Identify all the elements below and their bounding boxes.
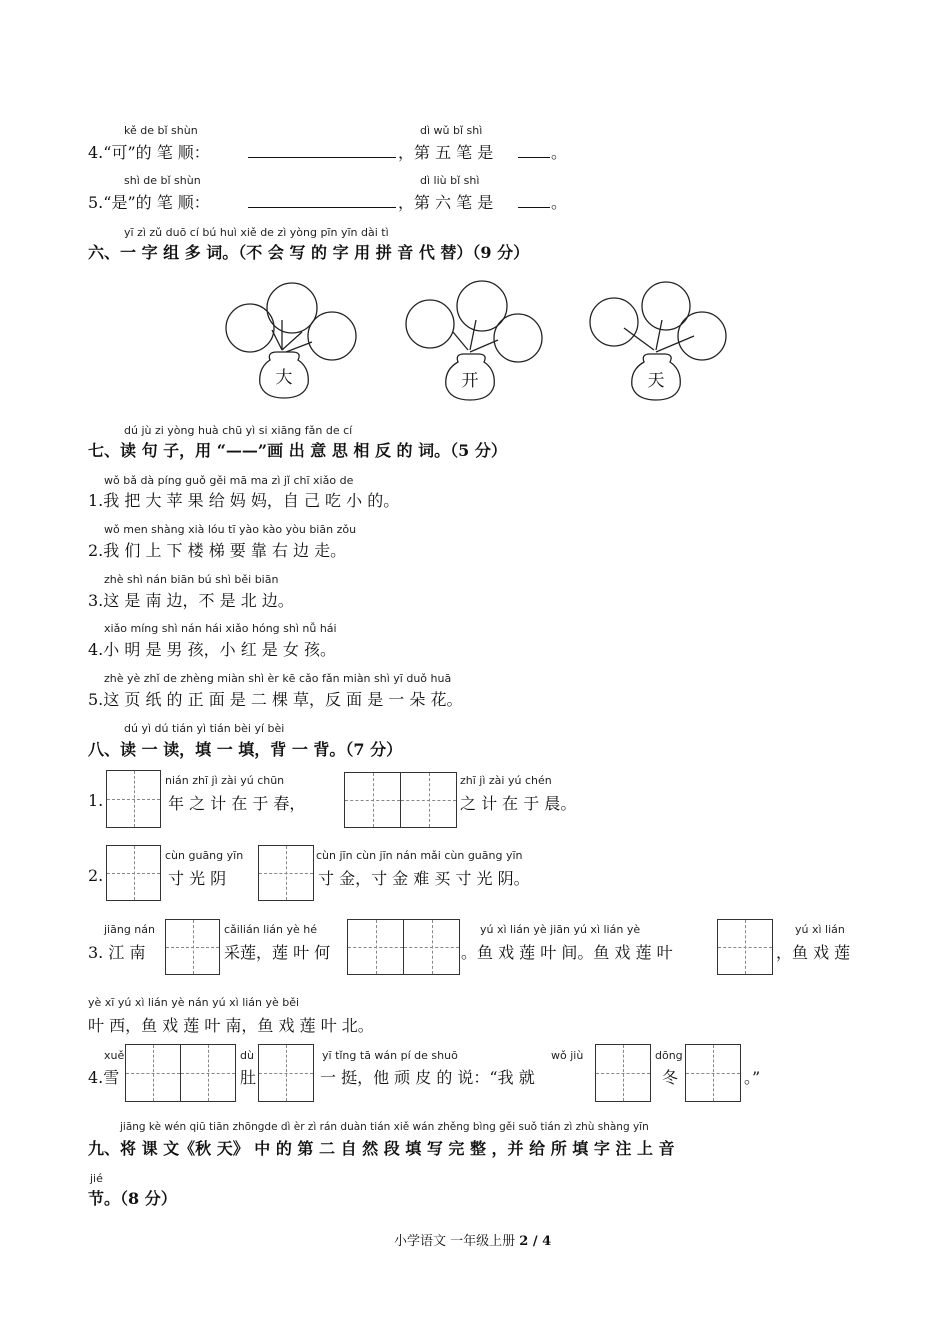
pinyin-line: wǒ men shàng xià lóu tī yào kào yòu biān zǒu — [104, 523, 357, 536]
section-6-title: 六、一 字 组 多 词。（不 会 写 的 字 用 拼 音 代 替）（9 分） — [88, 243, 530, 262]
poem-text: ，鱼 戏 莲 — [776, 943, 851, 962]
pinyin-line: dú jù zi yòng huà chū yì si xiāng fǎn de cí — [124, 424, 353, 437]
section-9-title-cont: 节。（8 分） — [88, 1189, 177, 1208]
tianzige-box[interactable] — [685, 1044, 741, 1102]
sentence: 5.这 页 纸 的 正 面 是 二 棵 草，反 面 是 一 朵 花。 — [88, 690, 463, 709]
poem-text: 。鱼 戏 莲 叶 间。鱼 戏 莲 叶 — [461, 943, 673, 962]
pinyin-line: cùn jīn cùn jīn nán mǎi cùn guāng yīn — [316, 849, 523, 862]
sentence: 4.小 明 是 男 孩，小 红 是 女 孩。 — [88, 640, 336, 659]
poem-text: 年 之 计 在 于 春， — [168, 794, 306, 813]
tianzige-box[interactable] — [258, 845, 314, 901]
tianzige-box[interactable] — [180, 1044, 236, 1102]
pinyin-line: zhī jì zài yú chén — [460, 774, 552, 787]
tianzige-box[interactable] — [258, 1044, 314, 1102]
poem-text: 一 挺，他 顽 皮 的 说：“我 就 — [320, 1068, 535, 1087]
answer-blank[interactable] — [248, 207, 396, 208]
tianzige-box[interactable] — [125, 1044, 181, 1102]
sentence: 2.我 们 上 下 楼 梯 要 靠 右 边 走。 — [88, 541, 347, 560]
pinyin-line: dì wǔ bǐ shì — [420, 124, 483, 137]
poem-text: 4.雪 — [88, 1068, 120, 1087]
pinyin-line: jiāng nán — [104, 923, 155, 936]
poem-text: 3. 江 南 — [88, 943, 146, 962]
period: 。 — [551, 193, 568, 212]
poem-text: 寸 金，寸 金 难 买 寸 光 阴。 — [318, 869, 530, 888]
period: 。 — [551, 143, 568, 162]
tianzige-box[interactable] — [347, 919, 404, 975]
tianzige-box[interactable] — [106, 845, 161, 901]
footer-label: 小学语文 一年级上册 — [394, 1234, 516, 1249]
tianzige-box[interactable] — [106, 770, 161, 828]
page-number: 2 / 4 — [519, 1234, 552, 1249]
sentence: 1.我 把 大 苹 果 给 妈 妈，自 己 吃 小 的。 — [88, 491, 400, 510]
answer-blank[interactable] — [248, 157, 396, 158]
pinyin-line: cǎilián lián yè hé — [224, 923, 318, 936]
tianzige-box[interactable] — [344, 772, 401, 828]
pinyin-line: shì de bǐ shùn — [124, 174, 201, 187]
poem-text: 之 计 在 于 晨。 — [460, 794, 577, 813]
pinyin-line: dù — [240, 1049, 254, 1062]
question-text: 4.“可”的 笔 顺： — [88, 143, 210, 162]
pinyin-line: zhè shì nán biān bú shì běi biān — [104, 573, 279, 586]
poem-text: 。” — [744, 1068, 761, 1087]
vase-char: 天 — [647, 371, 665, 391]
answer-blank[interactable] — [518, 157, 550, 158]
tianzige-box[interactable] — [400, 772, 457, 828]
tianzige-box[interactable] — [717, 919, 773, 975]
pinyin-line: dì liù bǐ shì — [420, 174, 480, 187]
vase-char: 大 — [275, 368, 293, 388]
pinyin-line: wǒ bǎ dà píng guǒ gěi mā ma zì jǐ chī xiǎo de — [104, 474, 354, 487]
section-7-title: 七、读 句 子，用 “——”画 出 意 思 相 反 的 词。（5 分） — [88, 441, 507, 460]
section-8-title: 八、读 一 读，填 一 填，背 一 背。（7 分） — [88, 740, 403, 759]
pinyin-line: kě de bǐ shùn — [124, 124, 198, 137]
pinyin-line: jié — [90, 1172, 103, 1185]
vase-flower-picture — [398, 280, 548, 410]
vase-flower-picture — [584, 280, 734, 410]
poem-text: 采莲，莲 叶 何 — [224, 943, 331, 962]
poem-text: 叶 西，鱼 戏 莲 叶 南，鱼 戏 莲 叶 北。 — [88, 1016, 374, 1035]
pinyin-line: dú yì dú tián yì tián bèi yí bèi — [124, 722, 285, 735]
pinyin-line: xuě — [104, 1049, 125, 1062]
question-text: 5.“是”的 笔 顺： — [88, 193, 210, 212]
section-9-title: 九、将 课 文《秋 天》 中 的 第 二 自 然 段 填 写 完 整 ，并 给 所 填 字 注 上 音 — [88, 1139, 675, 1158]
pinyin-line: wǒ jiù — [551, 1049, 584, 1062]
pinyin-line: yī zì zǔ duō cí bú huì xiě de zì yòng pīn yīn dài tì — [124, 226, 389, 239]
item-number: 2. — [88, 866, 104, 885]
pinyin-line: yī tǐng tā wán pí de shuō — [322, 1049, 458, 1062]
vase-char: 开 — [461, 371, 479, 391]
pinyin-line: cùn guāng yīn — [165, 849, 244, 862]
pinyin-line: xiǎo míng shì nán hái xiǎo hóng shì nǚ hái — [104, 622, 337, 635]
pinyin-line: jiāng kè wén qiū tiān zhōngde dì èr zì rán duàn tián xiě wán zhěng bìng gěi suǒ tián zì zhù shàng yīn — [120, 1121, 649, 1133]
footer — [394, 1230, 551, 1249]
poem-text: 肚 — [240, 1068, 257, 1087]
tianzige-box[interactable] — [165, 919, 220, 975]
pinyin-line: yú xì lián yè jiān yú xì lián yè — [480, 923, 641, 936]
item-number: 1. — [88, 791, 104, 810]
pinyin-line: yú xì lián — [795, 923, 845, 936]
sentence: 3.这 是 南 边，不 是 北 边。 — [88, 591, 294, 610]
poem-text: 寸 光 阴 — [168, 869, 227, 888]
pinyin-line: zhè yè zhǐ de zhèng miàn shì èr kē cǎo fǎn miàn shì yī duǒ huā — [104, 672, 452, 685]
tianzige-box[interactable] — [595, 1044, 651, 1102]
question-text: ，第 六 笔 是 — [398, 193, 494, 212]
tianzige-box[interactable] — [403, 919, 460, 975]
pinyin-line: yè xī yú xì lián yè nán yú xì lián yè běi — [88, 996, 300, 1009]
poem-text: 冬 — [662, 1068, 679, 1087]
answer-blank[interactable] — [518, 207, 550, 208]
vase-flower-picture — [212, 280, 362, 410]
pinyin-line: nián zhī jì zài yú chūn — [165, 774, 285, 787]
question-text: ，第 五 笔 是 — [398, 143, 494, 162]
pinyin-line: dōng — [655, 1049, 683, 1062]
